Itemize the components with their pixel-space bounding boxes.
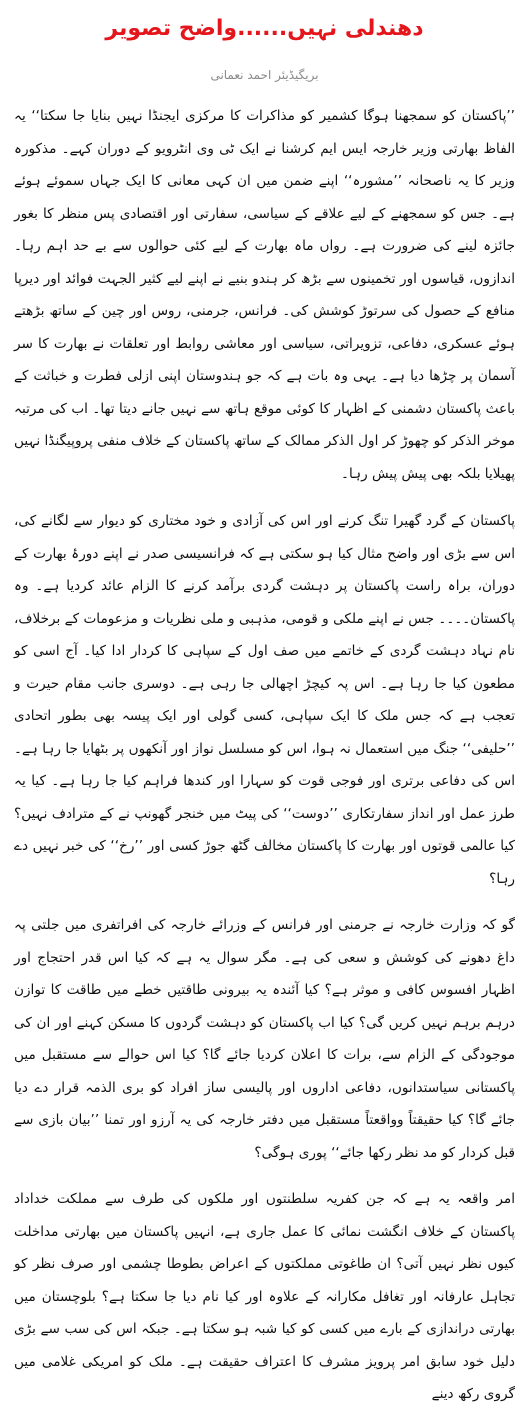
article-paragraph-4: امر واقعہ یہ ہے کہ جن کفریہ سلطنتوں اور ملکوں کی طرف سے مملکت خداداد پاکستان کے خلاف انگشت نمائی کا عمل جاری ہے، انہیں پاکستان میں بھارتی مداخلت کیوں نظر نہیں آتی؟ ان طاغوتی مملکتوں کے اعراض بطوطا چشمی اور صرف نظر کو تجاہل عارفانہ اور تغافل مکارانہ کے علاوہ اور کیا نام دیا جا سکتا ہے؟ بلوچستان میں بھارتی دراندازی کے بارے میں کسی کو کیا شبہ ہو سکتا ہے۔ جبکہ اس کی سب سے بڑی دلیل خود سابق امر پرویز مشرف کا اعتراف حقیقت ہے۔ ملک کو امریکی غلامی میں گروی رکھ دینے bbox=[14, 1191, 515, 1402]
article-byline: بریگیڈیئر احمد نعمانی bbox=[210, 68, 319, 82]
article-headline: دھندلی نہیں......واضح تصویر bbox=[105, 16, 424, 41]
article-paragraph-1: ’’پاکستان کو سمجھنا ہوگا کشمیر کو مذاکرات کا مرکزی ایجنڈا نہیں بنایا جا سکتا‘‘ یہ الفاظ بھارتی وزیر خارجہ ایس ایم کرشنا نے ایک ٹی وی انٹرویو کے دوران کہے۔ مذکورہ وزیر کا یہ ناصحانہ ’’مشورہ‘‘ اپنے ضمن میں ان کہی معانی کا ایک جہاں سموئے ہوئے ہے۔ جس کو سمجھنے کے لیے علاقے کے سیاسی، سفارتی اور اقتصادی پس منظر کا بغور جائزہ لینے کی ضرورت ہے۔ رواں ماہ بھارت کے لیے کئی حوالوں سے بے حد اہم رہا۔ اندازوں، قیاسوں اور تخمینوں سے بڑھ کر ہندو بنیے نے اپنے لیے کثیر الجہت فوائد اور دیرپا منافع کے حصول کی سرتوڑ کوشش کی۔ فرانس، جرمنی، روس اور چین کے ساتھ بڑھتے ہوئے عسکری، دفاعی، تزویراتی، سیاسی اور معاشی روابط اور تعلقات نے بھارت کا سر آسمان پر چڑھا دیا ہے۔ یہی وہ بات ہے کہ جو ہندوستان اپنی ازلی فطرت و خباثت کے باعث پاکستان دشمنی کے اظہار کا کوئی موقع ہاتھ سے نہیں جانے دیتا تھا۔ اب کی مرتبہ موخر الذکر کو چھوڑ کر اول الذکر ممالک کے ساتھ پاکستان کے خلاف منفی پروپیگنڈا نہیں پھیلایا بلکہ بھی پیش پیش رہا۔ bbox=[14, 108, 515, 482]
article-paragraph-3: گو کہ وزارت خارجہ نے جرمنی اور فرانس کے وزرائے خارجہ کی افراتفری میں جلتی پہ داغ دھونے کی کوشش و سعی کی ہے۔ مگر سوال یہ ہے کہ کیا اس قدر احتجاج اور اظہار افسوس کافی و موثر ہے؟ کیا آئندہ یہ بیرونی طاقتیں خطے میں طاقت کا توازن درہم برہم نہیں کریں گی؟ کیا اب پاکستان کو دہشت گردوں کا مسکن کہنے اور ان کی موجودگی کے الزام سے، برات کا اعلان کردیا جائے گا؟ کیا اس حوالے سے مستقبل میں پاکستانی سیاستدانوں، دفاعی اداروں اور پالیسی ساز افراد کو بری الذمہ قرار دے دیا جائے گا؟ کیا حقیقتاً وواقعتاً مستقبل میں دفتر خارجہ کی یہ آرزو اور تمنا ’’بیان بازی سے قبل کردار کو مد نظر رکھا جائے‘‘ پوری ہوگی؟ bbox=[14, 917, 515, 1161]
article-paragraph-2: پاکستان کے گرد گھیرا تنگ کرنے اور اس کی آزادی و خود مختاری کو دیوار سے لگانے کی، اس سے بڑی اور واضح مثال کیا ہو سکتی ہے کہ فرانسیسی صدر نے اپنے دورۂ بھارت کے دوران، براہ راست پاکستان پر دہشت گردی برآمد کرنے کا الزام عائد کردیا ہے۔ وہ پاکستان۔۔۔۔ جس نے اپنے ملکی و قومی، مذہبی و ملی نظریات و مزعومات کے برخلاف، نام نہاد دہشت گردی کے خاتمے میں صف اول کے سپاہی کا کردار ادا کیا۔ آج اسی کو مطعون کیا جا رہا ہے۔ اس پہ کیچڑ اچھالی جا رہی ہے۔ دوسری جانب مقام حیرت و تعجب ہے کہ جس ملک کا ایک سپاہی، کسی گولی اور ایک پیسہ بھی بطور اتحادی ’’حلیفی‘‘ جنگ میں استعمال نہ ہوا، اس کو مسلسل نواز اور آنکھوں پر بٹھایا جا رہا ہے۔ اس کی دفاعی برتری اور فوجی قوت کو سہارا اور کندھا فراہم کیا جا رہا ہے۔ کیا یہ طرز عمل اور انداز سفارتکاری ’’دوست‘‘ کی پیٹ میں خنجر گھونپ نے کے مترادف نہیں؟ کیا عالمی قوتوں اور بھارت کا پاکستان مخالف گٹھ جوڑ کسی اور ’’رخ‘‘ کی خبر نہیں دے رہا؟ bbox=[14, 513, 515, 887]
